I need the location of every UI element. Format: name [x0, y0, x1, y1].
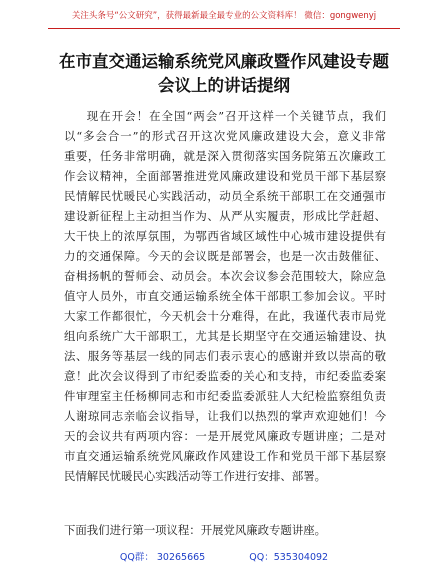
paragraph-line: 民情解民忧暖民心实践活动等工作进行安排、部署。: [64, 469, 326, 483]
footer-qq: QQ：535304092: [249, 552, 329, 563]
title-line-2: 会议上的讲话提纲: [158, 76, 290, 95]
title-line-1: 在市直交通运输系统党风廉政暨作风建设专题: [59, 52, 389, 71]
paragraph-line: 法、服务等基层一线的同志们表示衷心的感谢并致以崇高的敬: [64, 349, 386, 363]
paragraph-line: 奋楫扬帆的誓师会、动员会。本次会议参会范围较大，除应急: [64, 269, 386, 283]
paragraph-line: 以“多会合一”的形式召开这次党风廉政建设大会，意义非常: [64, 129, 386, 143]
paragraph-line: 重要，任务非常明确，就是深入贯彻落实国务院第五次廉政工: [64, 149, 386, 163]
paragraph-line: 人谢琼同志亲临会议指导，让我们以热烈的掌声欢迎她们！今: [64, 409, 386, 423]
paragraph-line: 民情解民忧暖民心实践活动，动员全系统干部职工在交通强市: [64, 189, 386, 203]
paragraph-line: 力的交通保障。今天的会议既是部署会，也是一次击鼓催征、: [64, 249, 386, 263]
paragraph-line: 件审理室主任杨柳同志和市纪委监委派驻人大纪检监察组负责: [64, 389, 386, 403]
footer-contact: [0, 551, 448, 565]
paragraph-line: 现在开会！在全国“两会”召开这样一个关键节点，我们: [86, 109, 386, 123]
paragraph-line: 天的会议共有两项内容：一是开展党风廉政专题讲座；二是对: [64, 429, 386, 443]
paragraph-line: 作会议精神，全面部署推进党风廉政建设和党员干部下基层察: [64, 169, 386, 183]
paragraph-line: 大干快上的浓厚氛围，为鄂西省域区域性中心城市建设提供有: [64, 229, 386, 243]
paragraph-line: 值守人员外，市直交通运输系统全体干部职工参加会议。平时: [64, 289, 386, 303]
paragraph-line: 建设新征程上主动担当作为、从严从实履责，形成比学赶超、: [64, 209, 386, 223]
body-paragraph-2: 下面我们进行第一项议程：开展党风廉政专题讲座。: [64, 523, 326, 537]
footer-qq-group: QQ群： 30265665: [119, 552, 206, 563]
paragraph-line: 组向系统广大干部职工，尤其是长期坚守在交通运输建设、执: [64, 329, 386, 343]
header-divider: [48, 28, 400, 29]
paragraph-line: 意！此次会议得到了市纪委监委的关心和支持，市纪委监委案: [64, 369, 386, 383]
header-promo-note: 关注头条号“公文研究”，获得最新最全最专业的公文资料库！ 微信：gongwenyj: [71, 11, 377, 21]
paragraph-line: 市直交通运输系统党风廉政作风建设工作和党员干部下基层察: [64, 449, 386, 463]
page-title: [36, 50, 412, 98]
body-paragraph-1: [64, 106, 386, 486]
paragraph-line: 大家工作都很忙，今天机会十分难得，在此，我谨代表市局党: [64, 309, 386, 323]
